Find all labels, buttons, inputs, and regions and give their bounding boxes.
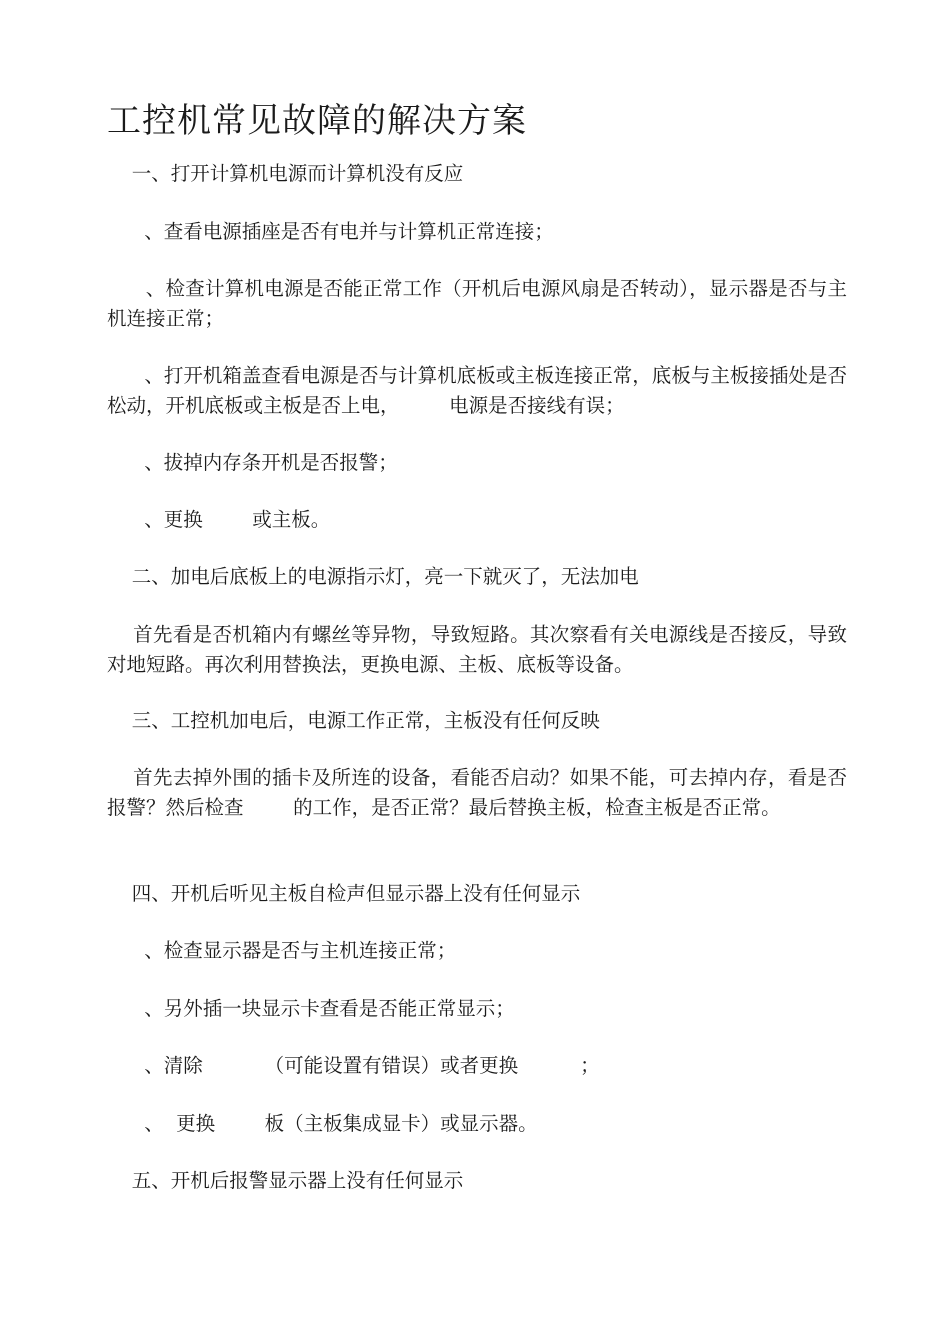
list-item: 、拔掉内存条开机是否报警； bbox=[107, 451, 398, 474]
list-item: 、 更换 板（主板集成显卡）或显示器。 bbox=[107, 1112, 538, 1135]
section-heading-4: 四、开机后听见主板自检声但显示器上没有任何显示 bbox=[107, 882, 581, 905]
list-item: 、清除 （可能设置有错误）或者更换 ； bbox=[107, 1054, 600, 1077]
list-item: 、更换 或主板。 bbox=[107, 508, 331, 531]
section-heading-2: 二、加电后底板上的电源指示灯，亮一下就灭了，无法加电 bbox=[107, 565, 639, 588]
section-heading-5: 五、开机后报警显示器上没有任何显示 bbox=[107, 1169, 464, 1192]
list-item: 、另外插一块显示卡查看是否能正常显示； bbox=[107, 997, 515, 1020]
list-item: 、检查显示器是否与主机连接正常； bbox=[107, 939, 457, 962]
document-title: 工控机常见故障的解决方案 bbox=[107, 101, 527, 141]
section-heading-3: 三、工控机加电后，电源工作正常，主板没有任何反映 bbox=[107, 709, 600, 732]
body-paragraph: 首先去掉外围的插卡及所连的设备，看能否启动？如果不能，可去掉内存，看是否报警？然后检查 的工作，是否正常？最后替换主板，检查主板是否正常。 bbox=[107, 766, 847, 819]
body-paragraph: 首先看是否机箱内有螺丝等异物，导致短路。其次察看有关电源线是否接反，导致对地短路。再次利用替换法，更换电源、主板、底板等设备。 bbox=[107, 623, 847, 676]
list-item: 、查看电源插座是否有电并与计算机正常连接； bbox=[107, 220, 554, 243]
section-heading-1: 一、打开计算机电源而计算机没有反应 bbox=[107, 162, 464, 185]
list-item: 、检查计算机电源是否能正常工作（开机后电源风扇是否转动），显示器是否与主机连接正常； bbox=[107, 277, 847, 330]
list-item: 、打开机箱盖查看电源是否与计算机底板或主板连接正常，底板与主板接插处是否松动，开机底板或主板是否上电， 电源是否接线有误； bbox=[107, 364, 847, 417]
